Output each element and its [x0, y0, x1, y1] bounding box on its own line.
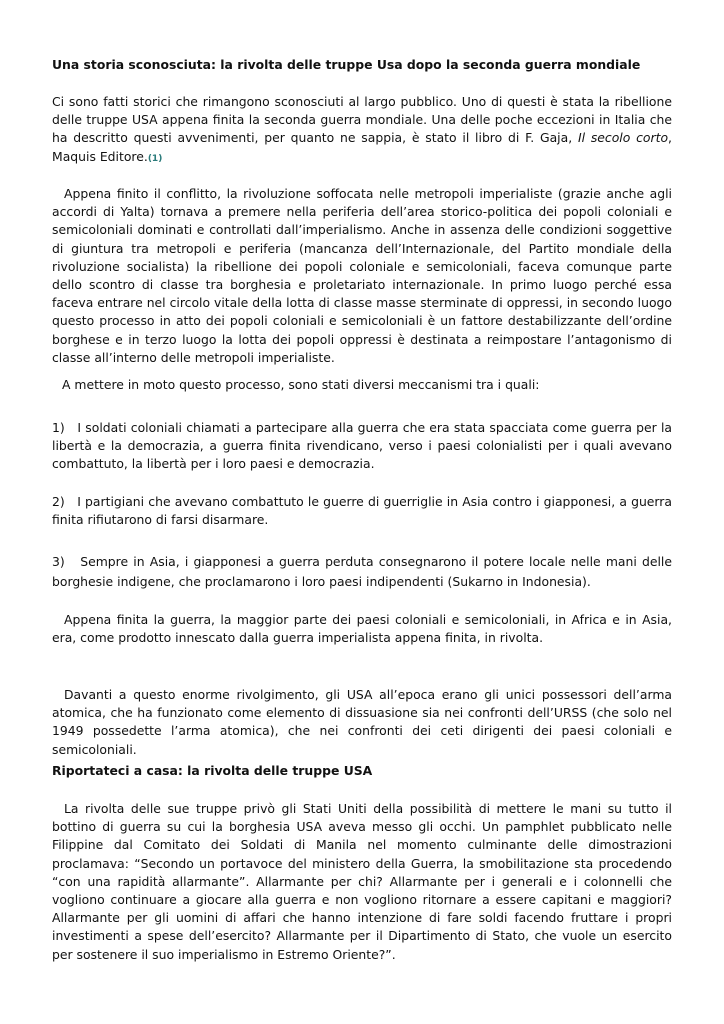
section-heading: Riportateci a casa: la rivolta delle truppe USA	[52, 763, 373, 778]
document-title: Una storia sconosciuta: la rivolta delle truppe Usa dopo la seconda guerra mondiale	[52, 57, 641, 72]
list-text-3: Sempre in Asia, i giapponesi a guerra perduta consegnarono il potere locale nelle mani delle borghesie indigene, che proclamarono i loro paesi indipendenti (Sukarno in Indonesia).	[52, 554, 672, 589]
list-item-1	[52, 419, 672, 474]
intro-text-end: , Maquis Editore.	[52, 130, 672, 164]
paragraph-intro	[52, 93, 672, 168]
list-number-1: 1)	[52, 420, 65, 435]
list-item-2	[52, 493, 672, 529]
paragraph-revolt: Appena finita la guerra, la maggior parte dei paesi coloniali e semicoloniali, in Africa e in Asia, era, come prodotto innescato dalla guerra imperialista appena finita, in rivolta.	[52, 612, 672, 646]
list-number-3: 3)	[52, 554, 65, 569]
footnote-ref-1[interactable]: (1)	[147, 153, 163, 164]
book-title: Il secolo corto	[577, 130, 669, 146]
intro-text: Ci sono fatti storici che rimangono sconosciuti al largo pubblico. Uno di questi è stata la ribellione delle truppe USA appena finita la seconda guerra mondiale. Una delle poche eccezioni in Italia che ha descritto questi avvenimenti, per quanto ne sappia, è stato il libro di F. Gaja,	[52, 94, 672, 146]
list-number-2: 2)	[52, 494, 65, 509]
paragraph-atomic: Davanti a questo enorme rivolgimento, gli USA all’epoca erano gli unici possessori dell’arma atomica, che ha funzionato come elemento di dissuasione sia nei confronti dell’URSS (che solo nel 1949 possedette l’arma atomica), che nei confronti dei ceti dirigenti dei paesi coloniali e semicoloniali.	[52, 687, 672, 757]
list-item-3	[52, 552, 672, 591]
paragraph-context: Appena finito il conflitto, la rivoluzione soffocata nelle metropoli imperialiste (grazie anche agli accordi di Yalta) tornava a premere nella periferia dell’area storico-politica dei popoli coloniali e semicoloniali dominati e controllati dall’imperialismo. Anche in assenza delle condizioni soggettive di giuntura tra metropoli e periferia (mancanza dell’Internazionale, del Partito mondiale della rivoluzione socialista) la ribellione dei popoli coloniale e semicoloniali, faceva comunque parte dello scontro di classe tra borghesia e proletariato internazionale. In primo luogo perché essa faceva entrare nel circolo vitale della lotta di classe masse sterminate di oppressi, in secondo luogo questo processo in atto dei popoli coloniali e semicoloniali è un fattore destabilizzante dell’ordine borghese e in terzo luogo la lotta dei popoli oppressi è destinata a reimpostare l’antagonismo di classe all’interno delle metropoli imperialiste.	[52, 186, 672, 365]
paragraph-mechanisms-intro: A mettere in moto questo processo, sono stati diversi meccanismi tra i quali:	[62, 377, 540, 392]
list-text-1: I soldati coloniali chiamati a partecipare alla guerra che era stata spacciata come guerra per la libertà e la democrazia, a guerra finita rivendicano, verso i paesi colonialisti per i quali avevano combattuto, la libertà per i loro paesi e democrazia.	[52, 420, 672, 472]
paragraph-troops-revolt: La rivolta delle sue truppe privò gli Stati Uniti della possibilità di mettere le mani su tutto il bottino di guerra su cui la borghesia USA aveva messo gli occhi. Un pamphlet pubblicato nelle Filippine dal Comitato dei Soldati di Manila nel momento culminante delle dimostrazioni proclamava: “Secondo un portavoce del ministero della Guerra, la smobilitazione sta procedendo “con una rapidità allarmante”. Allarmante per chi? Allarmante per i generali e i colonnelli che vogliono continuare a giocare alla guerra e non vogliono ritornare a essere capitani e maggiori? Allarmante per gli uomini di affari che hanno intenzione di fare soldi facendo fruttare i propri investimenti a spese dell’esercito? Allarmante per il Dipartimento di Stato, che vuole un esercito per sostenere il suo imperialismo in Estremo Oriente?”.	[52, 801, 672, 962]
list-text-2: I partigiani che avevano combattuto le guerre di guerriglie in Asia contro i giapponesi, a guerra finita rifiutarono di farsi disarmare.	[52, 494, 672, 528]
